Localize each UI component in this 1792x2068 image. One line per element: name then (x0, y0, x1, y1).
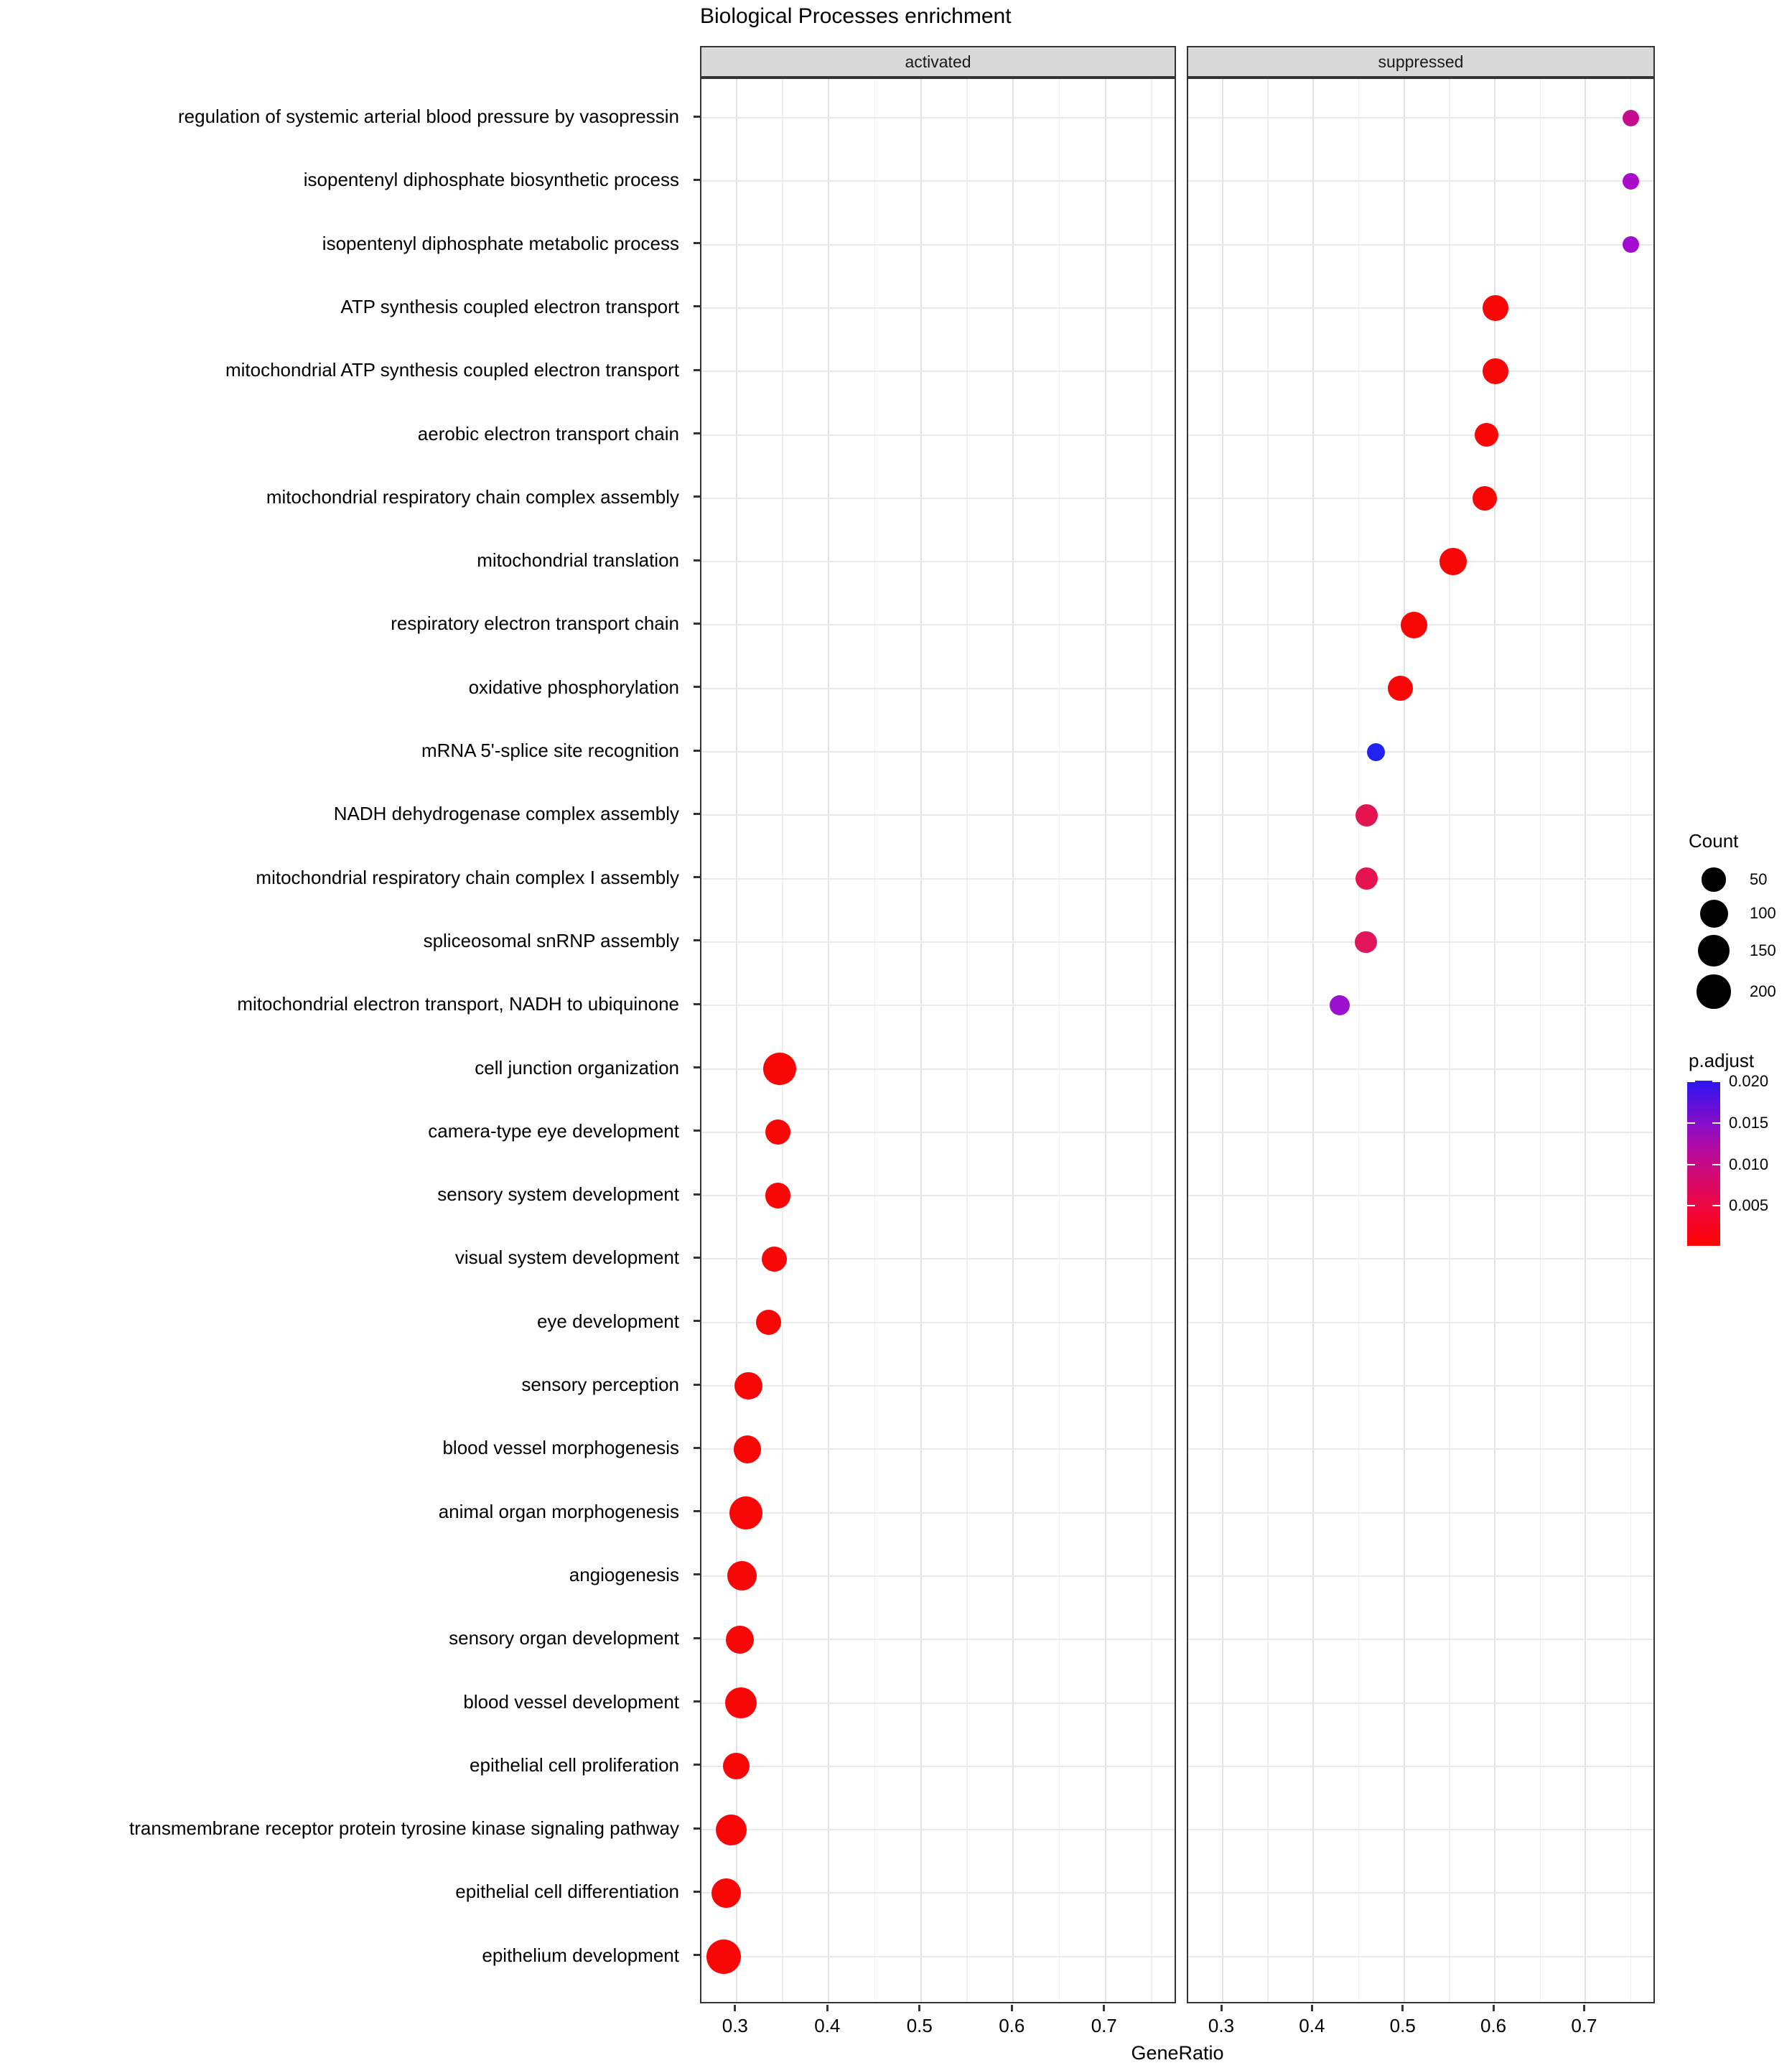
row-gridline (1188, 1258, 1653, 1259)
x-tick-label: 0.7 (1571, 2015, 1597, 2036)
colorbar-tick-label: 0.005 (1729, 1196, 1769, 1214)
colorbar-tick-dash (1712, 1164, 1720, 1165)
y-axis-label: mRNA 5'-splice site recognition (421, 740, 679, 761)
x-axis-tick (1011, 2005, 1013, 2011)
row-gridline (701, 941, 1175, 943)
minor-gridline (966, 79, 968, 2002)
data-point (729, 1496, 762, 1529)
y-axis-label: mitochondrial electron transport, NADH to ubiquinone (237, 993, 679, 1015)
y-axis-label: mitochondrial ATP synthesis coupled electron transport (225, 359, 679, 381)
facet-strip-suppressed (1187, 46, 1655, 78)
y-axis-tick (694, 559, 700, 562)
row-gridline (1188, 371, 1653, 372)
major-gridline (1222, 79, 1223, 2002)
y-axis-label: mitochondrial respiratory chain complex I assembly (256, 866, 679, 888)
x-axis-tick (1401, 2005, 1404, 2011)
minor-gridline (1059, 79, 1060, 2002)
row-gridline (701, 814, 1175, 816)
row-gridline (701, 1829, 1175, 1830)
legend-size-circle (1702, 867, 1725, 891)
y-axis-tick (694, 876, 700, 878)
major-gridline (920, 79, 922, 2002)
colorbar-tick-dash (1712, 1081, 1720, 1082)
y-axis-tick (694, 623, 700, 625)
row-gridline (1188, 1448, 1653, 1450)
y-axis-label: visual system development (454, 1247, 679, 1269)
data-point (1483, 295, 1508, 321)
y-axis-label: regulation of systemic arterial blood pressure by vasopressin (177, 106, 679, 127)
row-gridline (1188, 307, 1653, 309)
row-gridline (1188, 1322, 1653, 1323)
data-point (1401, 612, 1427, 638)
x-tick-label: 0.5 (906, 2015, 933, 2036)
y-axis-tick (694, 1573, 700, 1575)
y-axis-tick (694, 495, 700, 498)
data-point (1439, 548, 1467, 575)
x-tick-label: 0.4 (814, 2015, 841, 2036)
row-gridline (1188, 751, 1653, 753)
row-gridline (701, 1639, 1175, 1640)
padjust-colorbar (1687, 1081, 1720, 1246)
legend-size-circle (1698, 935, 1729, 966)
colorbar-tick-dash (1712, 1205, 1720, 1206)
row-gridline (701, 371, 1175, 372)
x-tick-label: 0.3 (1208, 2015, 1235, 2036)
y-axis-label: epithelial cell proliferation (470, 1753, 679, 1776)
row-gridline (701, 751, 1175, 753)
data-point (756, 1310, 781, 1335)
data-point (734, 1435, 761, 1463)
y-axis-label: sensory perception (521, 1374, 679, 1395)
row-gridline (1188, 244, 1653, 246)
row-gridline (1188, 1892, 1653, 1894)
y-axis-label: blood vessel development (463, 1690, 679, 1713)
x-tick-label: 0.5 (1389, 2015, 1416, 2036)
y-axis-tick (694, 1827, 700, 1830)
x-axis-title: GeneRatio (1131, 2042, 1224, 2064)
row-gridline (1188, 1639, 1653, 1640)
row-gridline (1188, 561, 1653, 562)
row-gridline (1188, 814, 1653, 816)
x-axis-tick (1583, 2005, 1585, 2011)
major-gridline (828, 79, 829, 2002)
x-axis-tick (1311, 2005, 1313, 2011)
data-point (723, 1753, 750, 1779)
y-axis-tick (694, 1320, 700, 1322)
minor-gridline (874, 79, 876, 2002)
row-gridline (1188, 878, 1653, 880)
colorbar-tick-dash (1687, 1205, 1695, 1206)
y-axis-label: epithelium development (482, 1944, 679, 1966)
data-point (734, 1372, 762, 1399)
row-gridline (701, 624, 1175, 625)
y-axis-label: eye development (536, 1310, 679, 1332)
data-point (1623, 236, 1639, 253)
colorbar-tick-dash (1687, 1164, 1695, 1165)
row-gridline (1188, 688, 1653, 689)
row-gridline (701, 1005, 1175, 1006)
facet-strip-activated-label: activated (905, 52, 971, 71)
x-axis-tick (1103, 2005, 1105, 2011)
y-axis-tick (694, 1257, 700, 1259)
row-gridline (1188, 1703, 1653, 1704)
plot-title: Biological Processes enrichment (700, 4, 1012, 28)
y-axis-label: aerobic electron transport chain (417, 422, 679, 444)
row-gridline (701, 561, 1175, 562)
y-axis-tick (694, 1764, 700, 1766)
data-point (711, 1878, 741, 1908)
data-point (1355, 867, 1378, 890)
legend-count-label: 50 (1750, 870, 1768, 888)
y-axis-tick (694, 305, 700, 307)
row-gridline (1188, 941, 1653, 943)
x-tick-label: 0.6 (999, 2015, 1025, 2036)
row-gridline (701, 307, 1175, 309)
row-gridline (701, 1892, 1175, 1894)
row-gridline (701, 1703, 1175, 1704)
minor-gridline (1151, 79, 1152, 2002)
major-gridline (1585, 79, 1586, 2002)
row-gridline (701, 688, 1175, 689)
data-point (1330, 995, 1350, 1015)
data-point (763, 1053, 796, 1086)
minor-gridline (1267, 79, 1269, 2002)
row-gridline (1188, 1005, 1653, 1006)
y-axis-label: cell junction organization (475, 1056, 679, 1079)
data-point (1388, 676, 1413, 701)
row-gridline (701, 1385, 1175, 1387)
y-axis-label: blood vessel morphogenesis (442, 1437, 679, 1459)
x-axis-tick (918, 2005, 920, 2011)
y-axis-tick (694, 369, 700, 371)
y-axis-tick (694, 1891, 700, 1893)
y-axis-label: camera-type eye development (428, 1119, 679, 1142)
row-gridline (701, 498, 1175, 499)
x-tick-label: 0.6 (1480, 2015, 1507, 2036)
minor-gridline (1630, 79, 1632, 2002)
y-axis-tick (694, 1003, 700, 1005)
colorbar-tick-dash (1712, 1122, 1720, 1124)
legend-count-label: 200 (1750, 982, 1776, 1000)
facet-strip-activated (700, 46, 1176, 78)
data-point (1483, 358, 1508, 384)
row-gridline (701, 1512, 1175, 1514)
y-axis-tick (694, 1447, 700, 1449)
row-gridline (1188, 180, 1653, 182)
panel-activated (700, 78, 1176, 2003)
row-gridline (1188, 117, 1653, 118)
legend-count-title: Count (1689, 830, 1739, 852)
y-axis-tick (694, 813, 700, 815)
data-point (765, 1183, 790, 1208)
colorbar-tick-label: 0.015 (1729, 1114, 1769, 1132)
data-point (725, 1687, 757, 1719)
legend-size-circle (1697, 974, 1730, 1008)
y-axis-tick (694, 750, 700, 752)
row-gridline (701, 1766, 1175, 1767)
y-axis-label: animal organ morphogenesis (438, 1500, 679, 1522)
minor-gridline (1540, 79, 1541, 2002)
data-point (726, 1626, 754, 1654)
minor-gridline (1358, 79, 1360, 2002)
colorbar-tick-label: 0.020 (1729, 1072, 1769, 1090)
row-gridline (1188, 1956, 1653, 1957)
y-axis-tick (694, 1510, 700, 1512)
y-axis-label: mitochondrial respiratory chain complex assembly (266, 485, 679, 508)
data-point (765, 1119, 790, 1145)
row-gridline (1188, 1766, 1653, 1767)
data-point (1355, 931, 1377, 954)
major-gridline (1404, 79, 1405, 2002)
legend-count-label: 150 (1750, 941, 1776, 959)
data-point (727, 1561, 757, 1590)
data-point (1355, 804, 1378, 826)
y-axis-tick (694, 939, 700, 941)
x-axis-tick (1221, 2005, 1223, 2011)
y-axis-tick (694, 242, 700, 244)
legend-count-label: 100 (1750, 904, 1776, 922)
y-axis-label: isopentenyl diphosphate biosynthetic process (303, 169, 679, 191)
y-axis-label: transmembrane receptor protein tyrosine kinase signaling pathway (129, 1817, 679, 1840)
colorbar-tick-label: 0.010 (1729, 1155, 1769, 1173)
data-point (762, 1247, 787, 1272)
x-tick-label: 0.4 (1299, 2015, 1325, 2036)
facet-strip-suppressed-label: suppressed (1378, 52, 1464, 71)
minor-gridline (1449, 79, 1450, 2002)
row-gridline (701, 180, 1175, 182)
row-gridline (701, 1448, 1175, 1450)
row-gridline (701, 878, 1175, 880)
y-axis-label: oxidative phosphorylation (468, 676, 679, 698)
row-gridline (1188, 1512, 1653, 1514)
y-axis-label: spliceosomal snRNP assembly (423, 929, 679, 951)
data-point (1623, 110, 1639, 126)
legend-size-circle (1700, 900, 1728, 928)
y-axis-label: angiogenesis (569, 1563, 679, 1585)
data-point (706, 1939, 741, 1974)
row-gridline (701, 244, 1175, 246)
row-gridline (1188, 498, 1653, 499)
row-gridline (1188, 434, 1653, 436)
row-gridline (701, 1956, 1175, 1957)
x-tick-label: 0.3 (722, 2015, 748, 2036)
y-axis-tick (694, 179, 700, 181)
data-point (1623, 173, 1639, 190)
y-axis-label: mitochondrial translation (477, 549, 679, 572)
y-axis-tick (694, 1130, 700, 1132)
y-axis-label: epithelial cell differentiation (455, 1881, 679, 1903)
row-gridline (701, 434, 1175, 436)
y-axis-label: sensory organ development (449, 1627, 679, 1649)
row-gridline (1188, 1385, 1653, 1387)
row-gridline (1188, 1132, 1653, 1133)
major-gridline (1105, 79, 1106, 2002)
y-axis-tick (694, 1954, 700, 1956)
row-gridline (701, 1575, 1175, 1577)
row-gridline (1188, 1195, 1653, 1196)
y-axis-label: NADH dehydrogenase complex assembly (333, 803, 679, 825)
row-gridline (1188, 1829, 1653, 1830)
y-axis-tick (694, 1066, 700, 1068)
row-gridline (701, 117, 1175, 118)
x-axis-tick (826, 2005, 829, 2011)
x-axis-tick (1493, 2005, 1495, 2011)
y-axis-tick (694, 1193, 700, 1196)
y-axis-tick (694, 116, 700, 118)
panel-suppressed (1187, 78, 1655, 2003)
y-axis-tick (694, 686, 700, 688)
row-gridline (1188, 1575, 1653, 1577)
colorbar-tick-dash (1687, 1122, 1695, 1124)
minor-gridline (782, 79, 783, 2002)
y-axis-tick (694, 1637, 700, 1639)
legend-padjust-title: p.adjust (1689, 1050, 1755, 1071)
x-axis-tick (734, 2005, 736, 2011)
y-axis-tick (694, 1384, 700, 1386)
x-tick-label: 0.7 (1091, 2015, 1117, 2036)
data-point (716, 1815, 747, 1845)
y-axis-label: sensory system development (437, 1183, 679, 1206)
y-axis-label: respiratory electron transport chain (391, 613, 679, 635)
major-gridline (1312, 79, 1314, 2002)
row-gridline (1188, 1068, 1653, 1070)
y-axis-label: ATP synthesis coupled electron transport (340, 295, 679, 317)
data-point (1367, 743, 1385, 761)
y-axis-label: isopentenyl diphosphate metabolic process (322, 232, 679, 254)
y-axis-tick (694, 1700, 700, 1703)
colorbar-tick-dash (1687, 1081, 1695, 1082)
major-gridline (1012, 79, 1014, 2002)
y-axis-tick (694, 432, 700, 434)
